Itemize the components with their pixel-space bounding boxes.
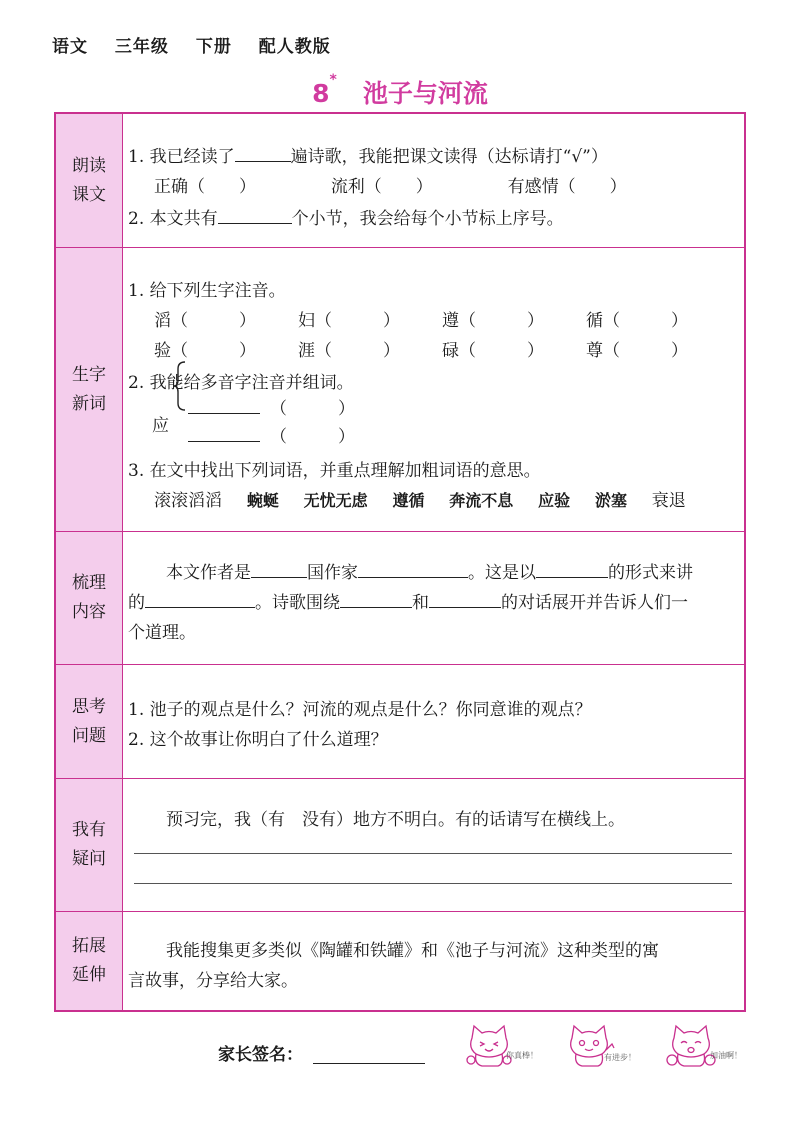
pinyin-slot[interactable]: 遵（ ）: [442, 311, 544, 331]
answer-blank[interactable]: [218, 207, 292, 224]
cat-icon: [664, 1020, 724, 1070]
subject: 语文: [52, 37, 88, 57]
section-label: 朗读 课文: [56, 114, 123, 247]
extension-line-2: 言故事，分享给大家。: [128, 971, 298, 991]
char-row-2: [154, 336, 688, 361]
polyphone-line-2: [188, 422, 355, 447]
questions-prompt: 预习完，我（有 没有）地方不明白。有的话请写在横线上。: [166, 810, 625, 830]
reading-options: [154, 172, 627, 197]
writing-line[interactable]: [134, 853, 732, 854]
pinyin-slot[interactable]: 涯（ ）: [298, 341, 400, 361]
answer-blank[interactable]: [145, 591, 255, 608]
word-blank[interactable]: [188, 425, 260, 442]
cat-icon: [462, 1020, 522, 1070]
section-label: 思考 问题: [56, 665, 123, 778]
preview-worksheet: [54, 112, 746, 1012]
stamp-caption: 加油啊！: [710, 1051, 742, 1060]
pinyin-slot[interactable]: 尊（ ）: [586, 341, 688, 361]
grade: 三年级: [114, 37, 169, 57]
words-q2: 2. 我能给多音字注音并组词。: [128, 373, 354, 393]
writing-line[interactable]: [134, 883, 732, 884]
edition: 配人教版: [258, 37, 331, 57]
words-q1: 1. 给下列生字注音。: [128, 281, 286, 301]
section-reading: [56, 114, 744, 248]
vocab-item-bold: 奔流不息: [449, 491, 514, 510]
thinking-q1: 1. 池子的观点是什么？河流的观点是什么？你同意谁的观点？: [128, 700, 592, 720]
section-label: 我有 疑问: [56, 779, 123, 911]
section-summary: [56, 532, 744, 665]
lesson-title: [0, 74, 800, 110]
brace-icon: [173, 361, 187, 411]
volume: 下册: [195, 37, 232, 57]
summary-line-1: 本文作者是 国作家 。这是以 的形式来讲: [166, 563, 693, 583]
pinyin-slot[interactable]: 验（ ）: [154, 341, 256, 361]
answer-blank[interactable]: [358, 561, 468, 578]
section-label: 生字 新词: [56, 248, 123, 531]
stamp-caption: 有进步！: [604, 1053, 636, 1062]
lesson-number: 8: [312, 79, 330, 108]
words-q3: 3. 在文中找出下列词语，并重点理解加粗词语的意思。: [128, 461, 541, 481]
section-questions: [56, 779, 744, 912]
vocab-item-bold: 应验: [538, 491, 571, 510]
section-thinking: [56, 665, 744, 779]
extension-line-1: 我能搜集更多类似《陶罐和铁罐》和《池子与河流》这种类型的寓: [166, 941, 659, 961]
char-row-1: [154, 306, 688, 331]
summary-line-2: 的 。诗歌围绕 和 的对话展开并告诉人们一: [128, 593, 688, 613]
cat-stamp-great[interactable]: [462, 1020, 550, 1070]
answer-blank[interactable]: [340, 591, 412, 608]
polyphone-line-1: [188, 394, 355, 419]
answer-blank[interactable]: [235, 145, 291, 162]
pinyin-slot[interactable]: 循（ ）: [586, 311, 688, 331]
section-label: 拓展 延伸: [56, 912, 123, 1010]
optional-star: *: [329, 72, 337, 88]
word-blank[interactable]: [188, 397, 260, 414]
vocab-item: 滚滚滔滔: [154, 491, 222, 511]
pinyin-paren[interactable]: （ ）: [270, 427, 355, 447]
reading-q2: 2. 本文共有 个小节，我会给每个小节标上序号。: [128, 209, 564, 229]
vocab-item-bold: 淤塞: [594, 491, 627, 510]
lesson-name: 池子与河流: [362, 79, 488, 108]
option-expressive[interactable]: 有感情（ ）: [507, 177, 627, 197]
stamp-caption: 你真棒！: [506, 1051, 538, 1060]
reading-q1: 1. 我已经读了 遍诗歌，我能把课文读得（达标请打“√”）: [128, 147, 608, 167]
vocab-item-bold: 蜿蜒: [246, 491, 279, 510]
cat-stamp-cheer[interactable]: [664, 1020, 752, 1070]
option-correct[interactable]: 正确（ ）: [154, 177, 256, 197]
vocab-list: [154, 486, 686, 511]
pinyin-slot[interactable]: 妇（ ）: [298, 311, 400, 331]
section-extension: [56, 912, 744, 1010]
vocab-item-bold: 遵循: [392, 491, 425, 510]
signature-line[interactable]: [313, 1063, 425, 1064]
pinyin-paren[interactable]: （ ）: [270, 399, 355, 419]
thinking-q2: 2. 这个故事让你明白了什么道理？: [128, 730, 388, 750]
cat-stamp-progress[interactable]: [562, 1020, 650, 1070]
answer-blank[interactable]: [251, 561, 307, 578]
section-label: 梳理 内容: [56, 532, 123, 664]
option-fluent[interactable]: 流利（ ）: [330, 177, 433, 197]
answer-blank[interactable]: [429, 591, 501, 608]
vocab-item: 衰退: [651, 491, 686, 511]
vocab-item-bold: 无忧无虑: [303, 491, 368, 510]
polyphone-char: 应: [152, 416, 169, 436]
section-words: [56, 248, 744, 532]
answer-blank[interactable]: [536, 561, 608, 578]
pinyin-slot[interactable]: 碌（ ）: [442, 341, 544, 361]
summary-line-3: 个道理。: [128, 623, 196, 643]
page-header: [52, 32, 351, 57]
pinyin-slot[interactable]: 滔（ ）: [154, 311, 256, 331]
parent-signature-label: 家长签名：: [218, 1045, 303, 1065]
